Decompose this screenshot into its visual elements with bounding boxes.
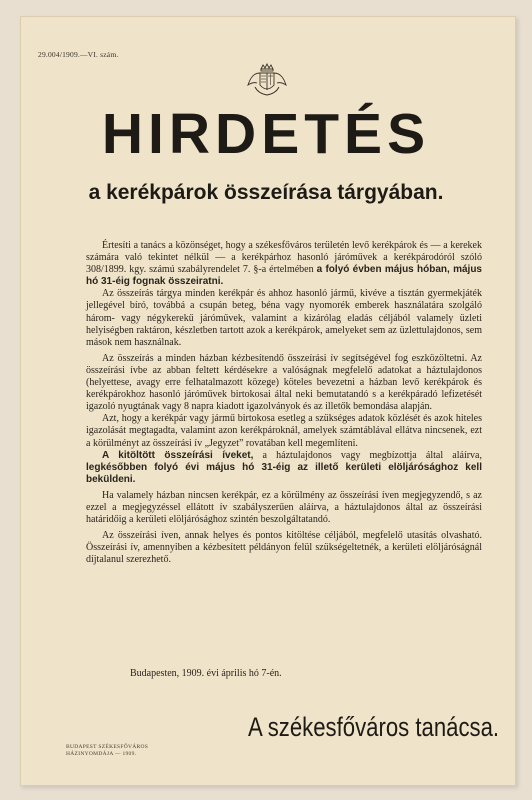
paragraph-text: Az összeírás a minden házban kézbesítendő összeírási ív segítségével fog eszközöltetni. Az összeírási ívbe az abban feltett kérdésekre a valóságnak megfelelő adatokat a háztulajdonos (helyettese, avagy erre felhatalmazott közege) köteles bevezetni a házban levő kerékpárok és kerékpárokhoz hasonló járóművek birtokosai által neki bemutatandó s a kerékpáradó lefizetését igazoló nyugtának vagy 8 napra kiadott igazolványok és az illetők bemondása alapján. bbox=[86, 352, 482, 413]
bold-text: A kitöltött összeírási íveket, bbox=[102, 449, 254, 461]
bold-text: legkésőbben folyó évi május hó 31-éig az illető kerületi elöljárósághoz kell beküldeni. bbox=[86, 461, 482, 485]
body-paragraph bbox=[86, 240, 482, 288]
body-paragraph bbox=[86, 353, 482, 413]
paragraph-text: Az összeírás tárgya minden kerékpár és ahhoz hasonló jármű, kivéve a tisztán gyermekjáték jellegével bíró, továbbá a csupán beteg, béna vagy nyomorék emberek használatára szolgáló három- vagy négykerekű járóművek, valamint a kizárólag eladás céljából valamely üzleti helyiségben raktáron, készletben tartott azok a kerékpárok, amelyeket sem az üzlettulajdonos, sem mások nem használnak. bbox=[86, 288, 482, 348]
paragraph-text: Azt, hogy a kerékpár vagy jármű birtokosa esetleg a szükséges adatok közlését és azok hiteles igazolását megtagadta, valamint azon kerékpároknál, amelyek számtáblával ellátva nincsenek, ezt a körülményt az összeírási ív „Jegyzet” rovatában kell megemlíteni. bbox=[86, 413, 482, 449]
body-paragraph bbox=[86, 450, 482, 486]
body-paragraph bbox=[86, 530, 482, 566]
paragraph-text: Értesíti a tanács a közönséget, hogy a székesfőváros területén levő kerékpárok és — a kerekek számára való tekintet nélkül — a kerékpárhoz hasonló járóművek a kerékpárodóról szóló 308/1899. kgy. számú szabályrendelet 7. §-a értelmében bbox=[86, 240, 482, 276]
printer-imprint bbox=[66, 744, 148, 758]
subtitle: a kerékpárok összeírása tárgyában. bbox=[88, 181, 444, 204]
body-paragraph bbox=[86, 490, 482, 526]
signature: A székesfőváros tanácsa. bbox=[248, 712, 500, 742]
page-title: HIRDETÉS bbox=[101, 102, 431, 166]
coat-of-arms-icon bbox=[245, 63, 289, 99]
bold-text: a folyó évben május hóban, május hó 31-éig fognak összeiratni. bbox=[86, 264, 482, 288]
date-line: Budapesten, 1909. évi április hó 7-én. bbox=[130, 668, 282, 679]
reference-number: 29.004/1909.—VI. szám. bbox=[38, 50, 119, 59]
body-paragraph bbox=[86, 413, 482, 449]
printer-line-1: BUDAPEST SZÉKESFŐVÁROS bbox=[66, 744, 149, 750]
paragraph-text: Az összeírási íven, annak helyes és pontos kitöltése céljából, megfelelő utasítás olvasható. Összeírási ív, amennyiben a kézbesített példányon felül szükségeltetnék, a kerületi elöljáróságnál díjtalanul szerezhető. bbox=[86, 530, 482, 566]
body-paragraph bbox=[86, 288, 482, 348]
body-text bbox=[86, 240, 482, 566]
paragraph-text: a háztulajdonos vagy megbízottja által aláírva, bbox=[253, 449, 482, 461]
paragraph-text: Ha valamely házban nincsen kerékpár, ez a körülmény az összeírási íven megjegyzendő, s az ezzel a megjegyzéssel ellátott ív szabályszerűen aláírva, a háztulajdonos által az összeírási határidőig a kerületi elöljárósághoz szintén beszolgáltatandó. bbox=[86, 489, 482, 526]
printer-line-2: HÁZINYOMDÁJA — 1909. bbox=[66, 751, 137, 757]
